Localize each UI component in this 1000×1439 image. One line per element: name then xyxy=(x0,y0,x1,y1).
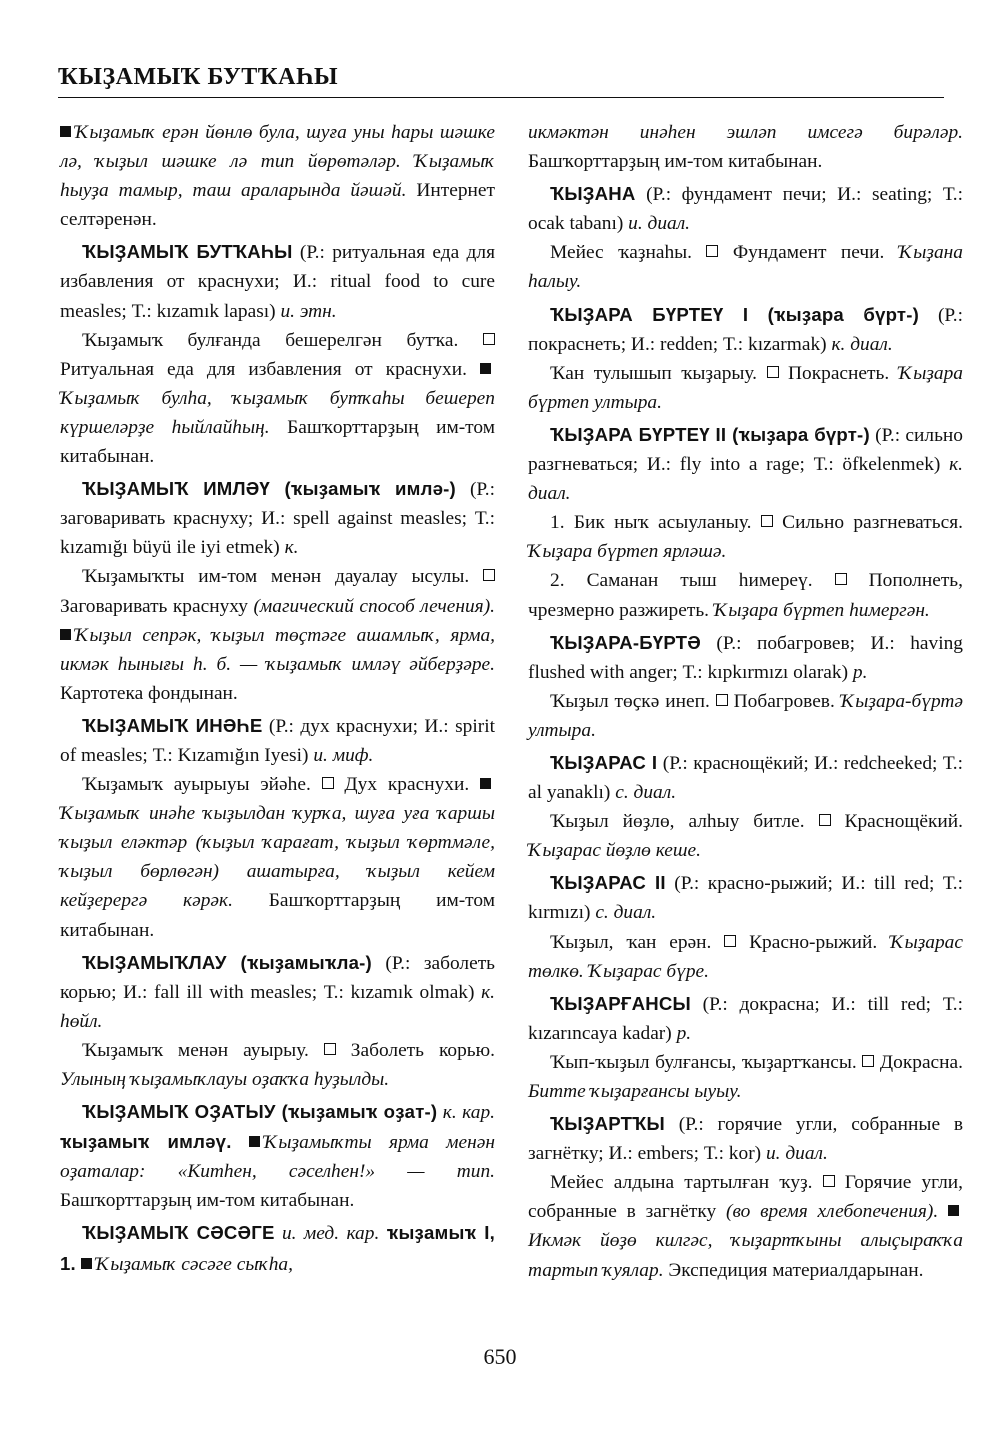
text: Башҡорттарҙың им-том китабынан. xyxy=(528,151,823,173)
headword: ҠЫҘАРА БҮРТЕҮ I (ҡыҙара бүрт-) xyxy=(550,303,920,325)
italic-text: Ҡыҙамыҡты ярма менән оҙаталар: «Китһен, сәселһен!» — тип. xyxy=(60,1132,495,1183)
italic-text: р. xyxy=(676,1022,692,1044)
text: Дух краснухи. xyxy=(333,774,480,796)
text: Мейес алдына тартылған ҡуҙ. xyxy=(550,1172,823,1194)
text: Побагровев. xyxy=(727,690,841,712)
filled-square-icon xyxy=(60,629,71,640)
italic-text: р. xyxy=(852,661,868,683)
italic-text: Ҡыҙара-бүртә ултыра. xyxy=(528,690,963,741)
headword: ҠЫҘАМЫҠ ОҘАТЫУ (ҡыҙамыҡ оҙат-) xyxy=(82,1101,438,1123)
open-square-icon xyxy=(862,1055,874,1067)
left-column xyxy=(60,118,495,1279)
filled-square-icon xyxy=(948,1205,959,1216)
dictionary-entry xyxy=(60,1218,495,1278)
italic-text: к. диал. xyxy=(528,454,963,505)
text: (Р.: красно-рыжий; И.: till red; Т.: kırmızı) xyxy=(528,873,963,924)
entry-paragraph xyxy=(528,238,963,296)
italic-text: с. диал. xyxy=(615,782,677,804)
text: Картотека фондынан. xyxy=(60,682,238,704)
italic-text: Ҡыҙыл сепрәк, ҡыҙыл төҫтәге ашамлыҡ, ярма, икмәк һынығы һ. б. — ҡыҙамыҡ имләү әйберҙәре. xyxy=(60,624,495,675)
open-square-icon xyxy=(324,1043,336,1055)
italic-text: Ҡыҙамыҡ сәсәге сыҡһа, xyxy=(95,1253,293,1275)
header-rule xyxy=(58,97,944,98)
open-square-icon xyxy=(483,333,495,345)
italic-text: Ҡыҙара бүртеп ултыра. xyxy=(528,362,963,413)
italic-text: Битте ҡыҙарғансы ыуыу. xyxy=(528,1081,742,1102)
italic-text: и. миф. xyxy=(313,744,374,766)
entry-paragraph xyxy=(528,928,963,986)
text: Ҡан тулышып ҡыҙарыу. xyxy=(550,362,767,384)
italic-text: к. диал. xyxy=(831,333,893,355)
entry-paragraph xyxy=(60,326,495,471)
open-square-icon xyxy=(767,366,779,378)
italic-text: Ҡыҙарас төлкө. Ҡыҙарас бүре. xyxy=(528,931,963,982)
headword: ҠЫҘАРА-БҮРТӘ xyxy=(550,631,701,653)
italic-text: (во время хлебопечения). xyxy=(725,1201,939,1223)
dictionary-entry xyxy=(528,748,963,807)
dictionary-entry xyxy=(60,948,495,1036)
italic-text: Ҡыҙана һалыу. xyxy=(528,242,963,293)
open-square-icon xyxy=(716,694,728,706)
headword: ҠЫҘАРҒАНСЫ xyxy=(550,992,691,1014)
text xyxy=(938,1201,948,1222)
italic-text: Икмәк йөҙө килгәс, ҡыҙартҡыны алыҫыраҡҡа тартып ҡуялар. xyxy=(528,1230,963,1281)
italic-text: с. диал. xyxy=(595,902,657,924)
italic-text: и. диал. xyxy=(765,1143,828,1165)
entry-paragraph xyxy=(528,359,963,417)
text: Ҡыҙамыҡ булғанда бешерелгән бутҡа. xyxy=(82,329,483,351)
text: Ҡып-ҡыҙыл булғансы, ҡыҙартҡансы. xyxy=(550,1051,863,1073)
dictionary-entry xyxy=(528,989,963,1048)
text: (Р.: краснощёкий; И.: redcheeked; Т.: al yanaklı) xyxy=(528,752,964,804)
text: (Р.: докрасна; И.: till red; Т.: kızarıncaya kadar) xyxy=(528,993,963,1044)
dictionary-entry xyxy=(60,237,495,325)
italic-text: Ҡыҙарас йөҙлө кеше. xyxy=(528,840,702,862)
text: (Р.: горячие угли, собранные в загнётку; И.: embers; Т.: kor) xyxy=(528,1114,963,1165)
headword: ҠЫҘАРАС II xyxy=(550,872,666,894)
headword: ҠЫҘАМЫҠ БУТҠАҺЫ xyxy=(82,241,293,263)
text: Ҡыҙамыҡ ауырыуы эйәһе. xyxy=(82,774,322,796)
open-square-icon xyxy=(483,569,495,581)
open-square-icon xyxy=(819,814,831,826)
dictionary-entry xyxy=(528,300,963,359)
text: (Р.: заговаривать краснуху; И.: spell against measles; Т.: kızamığı büyü ile iyi etmek) xyxy=(60,479,496,559)
text: Мейес ҡаҙнаһы. xyxy=(550,242,707,264)
headword: ҠЫҘАРТҠЫ xyxy=(550,1113,665,1135)
italic-text: Улының ҡыҙамыҡлауы оҙаҡҡа һуҙылды. xyxy=(60,1069,390,1090)
headword: ҠЫҘАНА xyxy=(550,183,636,205)
text: Башҡорттарҙың им-том китабынан. xyxy=(60,890,495,941)
italic-text: (магический способ лечения). xyxy=(253,595,496,617)
text: (Р.: сильно разгневаться; И.: fly into a rage; Т.: öfkelenmek) xyxy=(528,424,964,476)
open-square-icon xyxy=(724,935,736,947)
filled-square-icon xyxy=(249,1136,260,1147)
headword: ҠЫҘАМЫҠ СӘСӘГЕ xyxy=(82,1222,275,1244)
headword: ҠЫҘАМЫҠ ИНӘҺЕ xyxy=(82,714,263,736)
filled-square-icon xyxy=(81,1258,92,1269)
open-square-icon xyxy=(823,1175,835,1187)
text: Ритуальная еда для избавления от краснухи. xyxy=(60,358,480,380)
text: Ҡыҙамыҡты им-том менән дауалау ысулы. xyxy=(82,566,483,588)
text: Башҡорттарҙың им-том китабынан. xyxy=(60,1190,355,1212)
dictionary-entry xyxy=(528,179,963,238)
text: 2. Саманан тыш һимереү. xyxy=(550,570,835,592)
italic-text: Ҡыҙамыҡ инәһе ҡыҙылдан ҡурҡа, шуға уға ҡаршы ҡыҙыл еләктәр (ҡыҙыл ҡарағат, ҡыҙыл ҡөртмәле, ҡыҙыл бөрлөгән) ашатырға, ҡыҙыл кейем кейҙерергә кәрәк. xyxy=(60,803,495,912)
text xyxy=(379,1223,386,1244)
italic-text: и. диал. xyxy=(628,213,691,235)
text: 1. Бик ныҡ асыуланыу. xyxy=(550,512,761,534)
text: (Р.: дух краснухи; И.: spirit of measles; Т.: Kızamığın Iyesi) xyxy=(60,715,495,766)
headword: ҠЫҘАРА БҮРТЕҮ II (ҡыҙара бүрт-) xyxy=(550,423,870,445)
text: Ҡыҙыл йөҙлө, алһыу битле. xyxy=(550,811,819,833)
dictionary-entry xyxy=(60,1097,495,1215)
italic-text: Ҡыҙамыҡ булһа, ҡыҙамыҡ бутҡаһы бешереп күршеләрҙе һыйлайһың. xyxy=(60,387,495,438)
headword: ҠЫҘАМЫҠЛАУ (ҡыҙамыҡла-) xyxy=(82,951,372,973)
dictionary-entry xyxy=(60,474,495,562)
entry-paragraph xyxy=(528,1048,963,1106)
headword: ҡыҙамыҡ I, 1. xyxy=(60,1222,495,1274)
text: (Р.: ритуальная еда для избавления от краснухи; И.: ritual food to cure measles; Т.: kızamık lapası) xyxy=(60,242,496,322)
entry-paragraph xyxy=(528,566,963,624)
text: Фундамент печи. xyxy=(718,242,899,264)
italic-text: к. һөйл. xyxy=(60,981,495,1032)
entry-paragraph xyxy=(60,562,495,707)
text: Заговаривать краснуху xyxy=(60,595,254,617)
filled-square-icon xyxy=(60,126,71,137)
text: Ҡыҙыл, ҡан ерән. xyxy=(550,931,725,953)
open-square-icon xyxy=(322,777,334,789)
open-square-icon xyxy=(706,245,718,257)
page-header-title: ҠЫҘАМЫҠ БУТҠАҺЫ xyxy=(58,64,339,90)
entry-paragraph xyxy=(528,1168,963,1284)
text: Экспедиция материалдарынан. xyxy=(663,1259,924,1281)
open-square-icon xyxy=(761,515,773,527)
dictionary-entry xyxy=(528,1109,963,1168)
text: Краснощёкий. xyxy=(830,811,963,833)
open-square-icon xyxy=(835,573,847,585)
dictionary-entry xyxy=(528,868,963,927)
entry-paragraph xyxy=(60,1036,495,1094)
page-number: 650 xyxy=(483,1344,517,1369)
italic-text: икмәктән инәһен эшләп имсегә бирәләр. xyxy=(528,122,963,143)
italic-text: и. этн. xyxy=(280,300,337,322)
text: (Р.: заболеть корью; И.: fall ill with measles; Т.: kızamık olmak) xyxy=(60,952,496,1003)
text: Ҡыҙамыҡ менән ауырыу. xyxy=(82,1039,324,1061)
italic-text: и. мед. кар. xyxy=(281,1223,380,1245)
headword: ҠЫҘАМЫҠ ИМЛӘҮ (ҡыҙамыҡ имлә-) xyxy=(82,478,456,500)
text: Башҡорттарҙың им-том китабынан. xyxy=(60,416,496,468)
filled-square-icon xyxy=(480,363,491,374)
entry-paragraph xyxy=(528,508,963,566)
entry-paragraph xyxy=(528,807,963,865)
text: (Р.: побагровев; И.: having flushed with anger; Т.: kıpkırmızı olarak) xyxy=(528,632,963,683)
text: Сильно разгневаться. xyxy=(772,512,963,534)
filled-square-icon xyxy=(480,778,491,789)
dictionary-entry xyxy=(528,420,963,508)
headword: ҠЫҘАРАС I xyxy=(550,751,658,773)
entry-paragraph xyxy=(528,687,963,745)
italic-text: к. кар. xyxy=(442,1102,495,1124)
continued-paragraph xyxy=(528,118,963,176)
text: Горячие угли, собранные в загнётку xyxy=(528,1172,964,1223)
continued-paragraph xyxy=(60,118,495,234)
headword: ҡыҙамыҡ имләү. xyxy=(60,1131,232,1153)
right-column xyxy=(528,118,963,1285)
text: Докрасна. xyxy=(874,1051,963,1073)
text: Заболеть корью. xyxy=(335,1039,495,1061)
text: (Р.: покраснеть; И.: redden; Т.: kızarmak) xyxy=(528,304,963,355)
text xyxy=(232,1132,249,1153)
italic-text: Ҡыҙамыҡ ерән йөнлө була, шуға уны һары шәшке лә, ҡыҙыл шәшке лә тип йөрөтәләр. Ҡыҙамыҡ һыуҙа тамыр, таш араларында йәшәй. xyxy=(60,122,495,202)
text: Пополнеть, чрезмерно разжиреть. xyxy=(528,570,963,621)
italic-text: к. xyxy=(284,537,299,559)
dictionary-entry xyxy=(60,711,495,770)
dictionary-entry xyxy=(528,628,963,687)
text: Покраснеть. xyxy=(778,362,899,384)
text: Ҡыҙыл төҫкә инеп. xyxy=(550,690,716,712)
italic-text: Ҡыҙара бүртеп ярләшә. xyxy=(528,541,727,563)
text: Красно-рыжий. xyxy=(736,931,891,953)
entry-paragraph xyxy=(60,770,495,945)
text xyxy=(275,1223,282,1244)
text: (Р.: фундамент печи; И.: seating; Т.: ocak tabanı) xyxy=(528,184,963,235)
text: Интернет селтәренән. xyxy=(60,180,495,231)
italic-text: Ҡыҙара бүртеп һимергән. xyxy=(713,599,930,621)
